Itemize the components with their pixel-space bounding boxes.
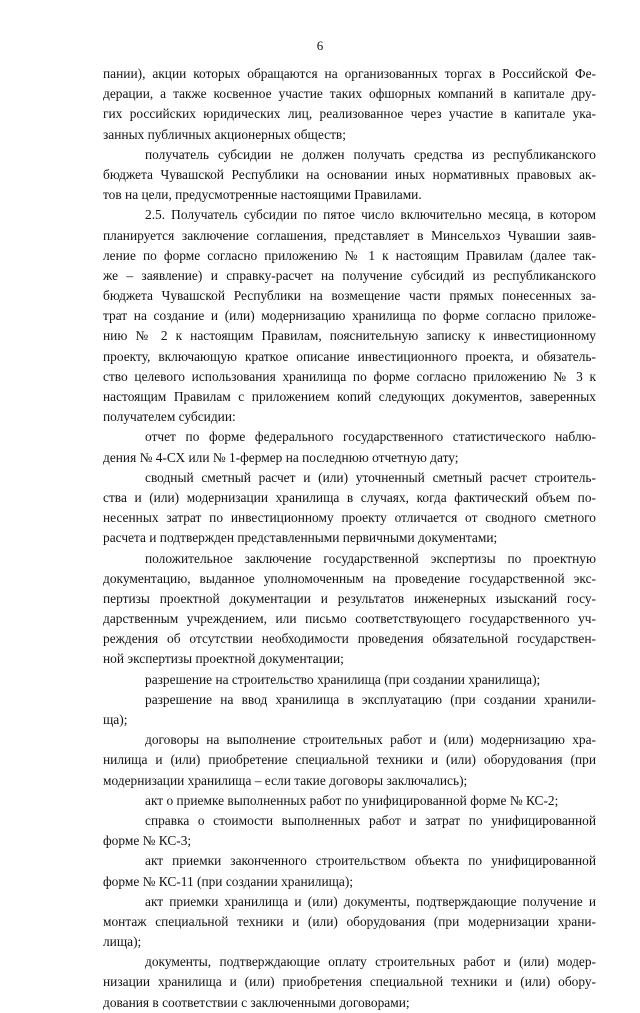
text-line: тов на цели, предусмотренные настоящими Правилами. [103, 187, 422, 203]
text-line: трат на создание и (или) модернизацию хранилища по форме согласно приложе- [103, 308, 596, 324]
text-line: 2.5. Получатель субсидии по пятое число включительно месяца, в котором [145, 207, 596, 223]
text-line: акт приемки хранилища и (или) документы, подтверждающие получение и [145, 893, 596, 909]
text-line: модернизации хранилища – если такие договоры заключались); [103, 772, 468, 788]
text-line: бюджета Чувашской Республики на возмещение части прямых понесенных за- [103, 288, 596, 304]
page-number: 6 [316, 38, 324, 53]
text-line: ление по форме согласно приложению № 1 к настоящим Правилам (далее так- [103, 247, 596, 263]
text-line: договоры на выполнение строительных работ и (или) модернизацию хра- [145, 732, 596, 748]
text-line: гих российских юридических лиц, реализованное через участие в капитале ука- [103, 106, 596, 122]
text-line: ства и (или) модернизации хранилища в случаях, когда фактический объем по- [103, 489, 596, 505]
text-line: форме № КС-3; [103, 833, 192, 849]
text-line: сводный сметный расчет и (или) уточненный сметный расчет строитель- [145, 469, 596, 485]
text-line: проекту, включающую краткое описание инвестиционного проекта, и обязатель- [103, 348, 596, 364]
text-line: несенных затрат по инвестиционному проекту отличается от сводного сметного [103, 510, 596, 526]
text-line: дерации, а также косвенное участие таких офшорных компаний в капитале дру- [103, 86, 596, 102]
text-line: реждения об отсутствии необходимости проведения обязательной государствен- [103, 631, 596, 647]
text-line: ща); [103, 712, 128, 727]
text-line: нилища и (или) приобретение специальной техники и (или) оборудования (при [103, 752, 596, 768]
text-line: акт о приемке выполненных работ по унифицированной форме № КС-2; [145, 792, 559, 808]
text-line: монтаж специальной техники и (или) оборудования (при модернизации храни- [103, 913, 596, 929]
text-line: ство целевого использования хранилища по форме согласно приложению № 3 к [103, 368, 596, 384]
text-line: отчет по форме федерального государственного статистического наблю- [145, 429, 596, 445]
text-line: получатель субсидии не должен получать средства из республиканского [145, 146, 596, 162]
text-line: же – заявление) и справку-расчет на получение субсидий из республиканского [103, 267, 596, 283]
text-line: лища); [103, 934, 142, 950]
text-line: пании), акции которых обращаются на организованных торгах в Российской Фе- [103, 66, 596, 81]
text-line: дования в соответствии с заключенными договорами; [103, 994, 410, 1010]
text-line: разрешение на ввод хранилища в эксплуатацию (при создании хранили- [145, 691, 596, 707]
text-line: занных публичных акционерных обществ; [103, 126, 346, 142]
text-line: планируется заключение соглашения, представляет в Минсельхоз Чувашии заяв- [103, 227, 596, 243]
text-line: бюджета Чувашской Республики на основании иных нормативных правовых ак- [103, 166, 596, 182]
text-line: дарственным учреждением, или письмо соответствующего государственного уч- [103, 611, 596, 627]
text-line: документы, подтверждающие оплату строительных работ и (или) модер- [145, 954, 596, 970]
text-line: получателем субсидии: [103, 409, 236, 425]
body-text [103, 64, 596, 1013]
text-line: нию № 2 к настоящим Правилам, пояснительную записку к инвестиционному [103, 328, 596, 344]
text-line: пертизы проектной документации и результатов инженерных изысканий госу- [103, 590, 596, 606]
text-line: ной экспертизы проектной документации; [103, 651, 344, 667]
text-line: дения № 4-СХ или № 1-фермер на последнюю отчетную дату; [103, 449, 459, 465]
text-line: низации хранилища и (или) приобретения специальной техники и (или) обору- [103, 974, 596, 990]
text-line: справка о стоимости выполненных работ и затрат по унифицированной [145, 812, 596, 828]
text-line: документацию, выданное уполномоченным на проведение государственной экс- [103, 570, 596, 586]
text-line: расчета и подтвержден представленными первичными документами; [103, 530, 498, 546]
text-line: положительное заключение государственной экспертизы по проектную [145, 550, 596, 566]
text-line: акт приемки законченного строительством объекта по унифицированной [145, 853, 596, 869]
text-line: разрешение на строительство хранилища (при создании хранилища); [145, 671, 541, 687]
text-line: форме № КС-11 (при создании хранилища); [103, 873, 354, 889]
text-line: настоящим Правилам с приложением копий следующих документов, заверенных [103, 389, 596, 404]
